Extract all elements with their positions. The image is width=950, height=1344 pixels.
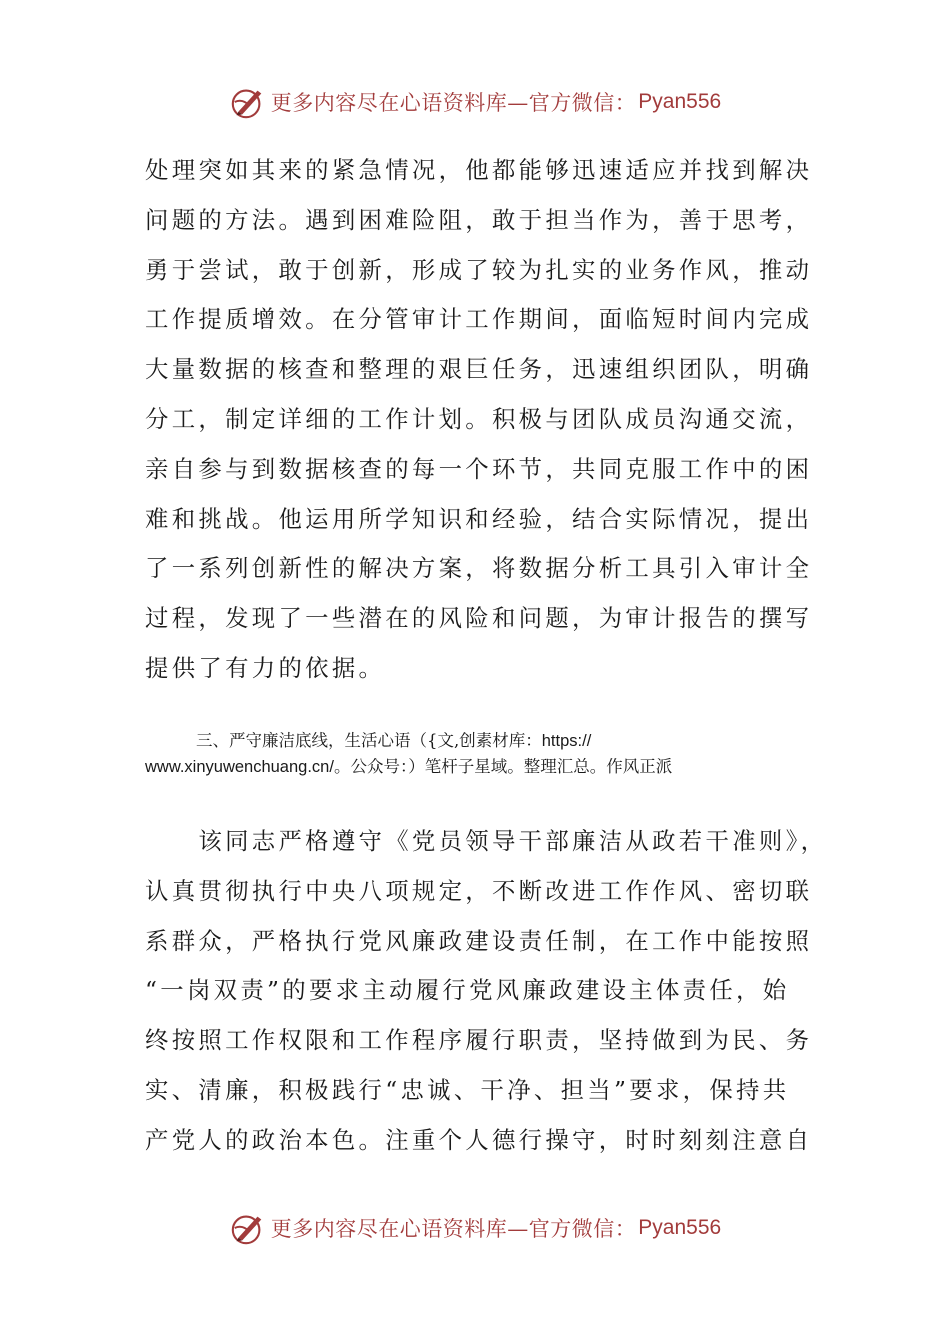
footer-banner [0, 1206, 950, 1250]
text-line: 了一系列创新性的解决方案，将数据分析工具引入审计全 [145, 554, 813, 583]
header-banner [0, 80, 950, 124]
text-line: 工作提质增效。在分管审计工作期间，面临短时间内完成 [145, 305, 813, 334]
heading-line-1 [145, 728, 805, 754]
text-line: 亲自参与到数据核查的每一个环节，共同克服工作中的困 [145, 454, 813, 483]
text-line: 大量数据的核查和整理的艰巨任务，迅速组织团队，明确 [145, 355, 813, 384]
heading-url-domain[interactable]: www.xinyuwenchuang.cn/ [145, 758, 334, 776]
heading-line-2 [145, 754, 805, 780]
text-line: 难和挑战。他运用所学知识和经验，结合实际情况，提出 [145, 504, 813, 533]
text-line: “一岗双责”的要求主动履行党风廉政建设主体责任，始 [145, 976, 790, 1005]
text-line: 产党人的政治本色。注重个人德行操守，时时刻刻注意自 [145, 1125, 813, 1154]
text-line: 终按照工作权限和工作程序履行职责，坚持做到为民、务 [145, 1026, 813, 1055]
text-line: 勇于尝试，敢于创新，形成了较为扎实的业务作风，推动 [145, 255, 813, 284]
banner-wechat-id: Pyan556 [638, 1216, 722, 1239]
text-line: 该同志严格遵守《党员领导干部廉洁从政若干准则》， [145, 827, 828, 855]
text-line: 处理突如其来的紧急情况，他都能够迅速适应并找到解决 [145, 156, 813, 184]
heading-url-part[interactable]: https:// [541, 732, 592, 750]
heading-text: 。公众号：）笔杆子星域。整理汇总。作风正派 [333, 757, 673, 776]
text-line: 提供了有力的依据。 [145, 653, 386, 682]
banner-text: 更多内容尽在心语资料库—官方微信： [270, 91, 637, 115]
section-heading [145, 728, 805, 780]
pen-circle-logo-icon [229, 83, 267, 121]
banner-text: 更多内容尽在心语资料库—官方微信： [270, 1217, 637, 1241]
text-line: 问题的方法。遇到困难险阻，敢于担当作为，善于思考， [145, 205, 813, 234]
text-line: 分工，制定详细的工作计划。积极与团队成员沟通交流， [145, 404, 813, 433]
pen-circle-logo-icon [229, 1209, 267, 1247]
paragraph-1 [145, 146, 813, 694]
paragraph-2 [145, 817, 828, 1166]
banner-wechat-id: Pyan556 [638, 90, 722, 113]
text-line: 实、清廉，积极践行“忠诚、干净、担当”要求，保持共 [145, 1075, 790, 1104]
text-line: 过程，发现了一些潜在的风险和问题，为审计报告的撰写 [145, 604, 813, 633]
text-line: 系群众，严格执行党风廉政建设责任制，在工作中能按照 [145, 926, 813, 955]
heading-text: 三、严守廉洁底线，生活心语（{文,创素材库： [196, 731, 542, 750]
text-line: 认真贯彻执行中央八项规定，不断改进工作作风、密切联 [145, 876, 813, 905]
